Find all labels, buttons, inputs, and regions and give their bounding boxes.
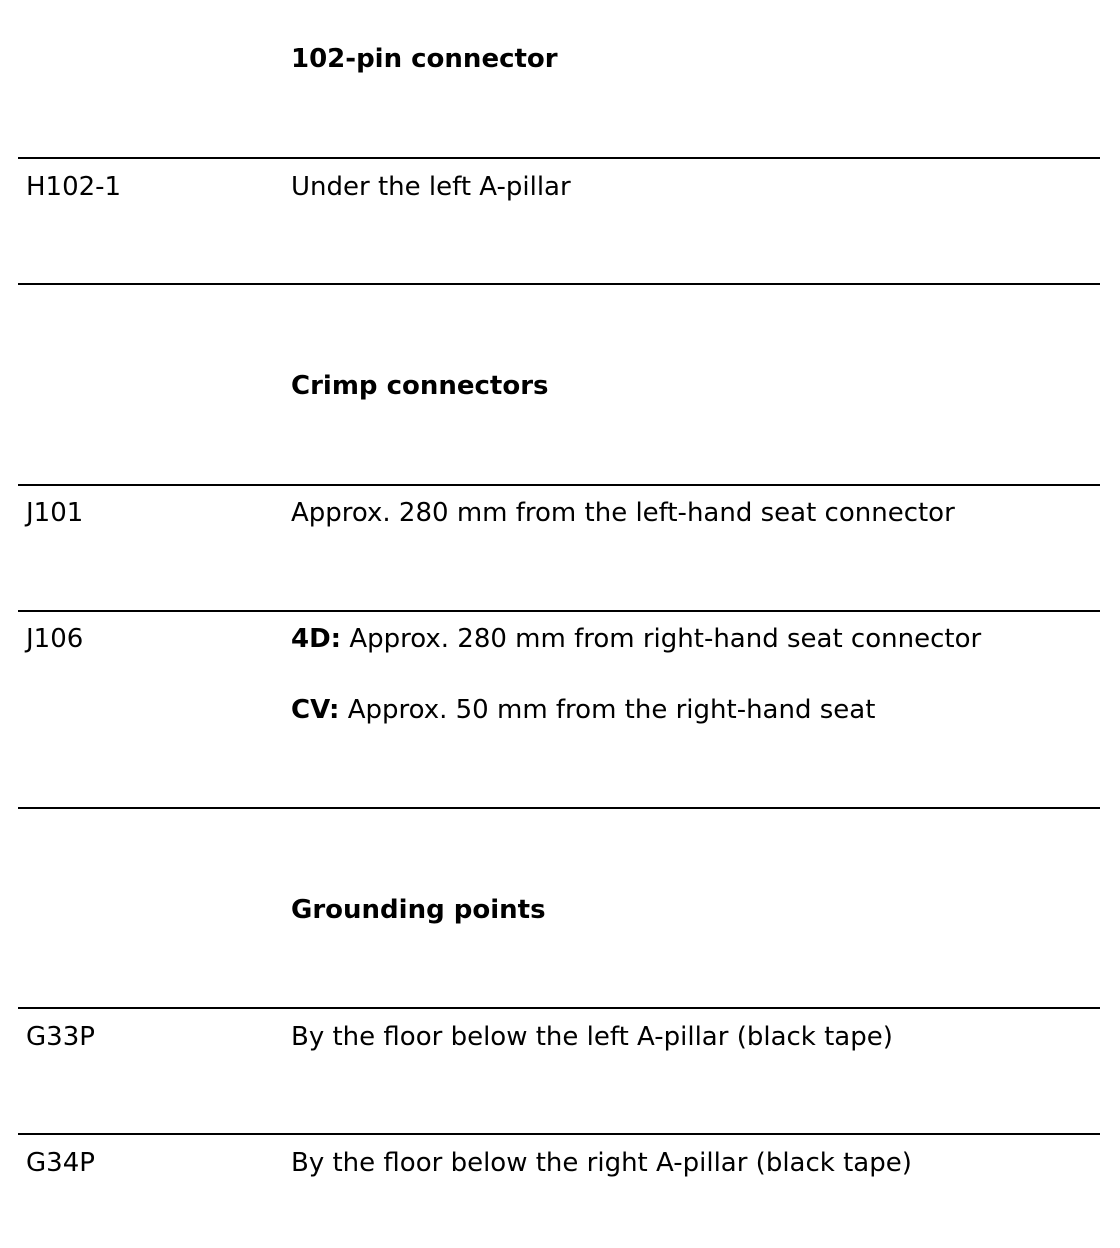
variant-text: Approx. 50 mm from the right-hand seat bbox=[339, 695, 876, 725]
variant-label: CV: bbox=[291, 695, 340, 725]
section-heading-crimp-connectors: Crimp connectors bbox=[291, 371, 549, 401]
divider bbox=[18, 1133, 1100, 1135]
variant-label: 4D: bbox=[291, 624, 342, 654]
divider bbox=[18, 807, 1100, 809]
variant-text: Approx. 280 mm from right-hand seat connector bbox=[341, 624, 982, 654]
component-id: J101 bbox=[26, 498, 84, 528]
divider bbox=[18, 1007, 1100, 1009]
component-location: Approx. 280 mm from the left-hand seat connector bbox=[291, 498, 955, 528]
component-location: By the floor below the left A-pillar (black tape) bbox=[291, 1022, 893, 1052]
variant-location-4d bbox=[291, 626, 981, 652]
section-heading-grounding-points: Grounding points bbox=[291, 895, 546, 925]
divider bbox=[18, 484, 1100, 486]
component-id: H102-1 bbox=[26, 172, 122, 202]
component-location: Under the left A-pillar bbox=[291, 172, 571, 202]
component-id: G34P bbox=[26, 1148, 95, 1178]
component-location: By the floor below the right A-pillar (black tape) bbox=[291, 1148, 912, 1178]
divider bbox=[18, 610, 1100, 612]
divider bbox=[18, 157, 1100, 159]
variant-location-cv bbox=[291, 697, 875, 723]
component-id: J106 bbox=[26, 624, 84, 654]
component-id: G33P bbox=[26, 1022, 95, 1052]
section-heading-102-pin-connector: 102-pin connector bbox=[291, 44, 558, 74]
divider bbox=[18, 283, 1100, 285]
